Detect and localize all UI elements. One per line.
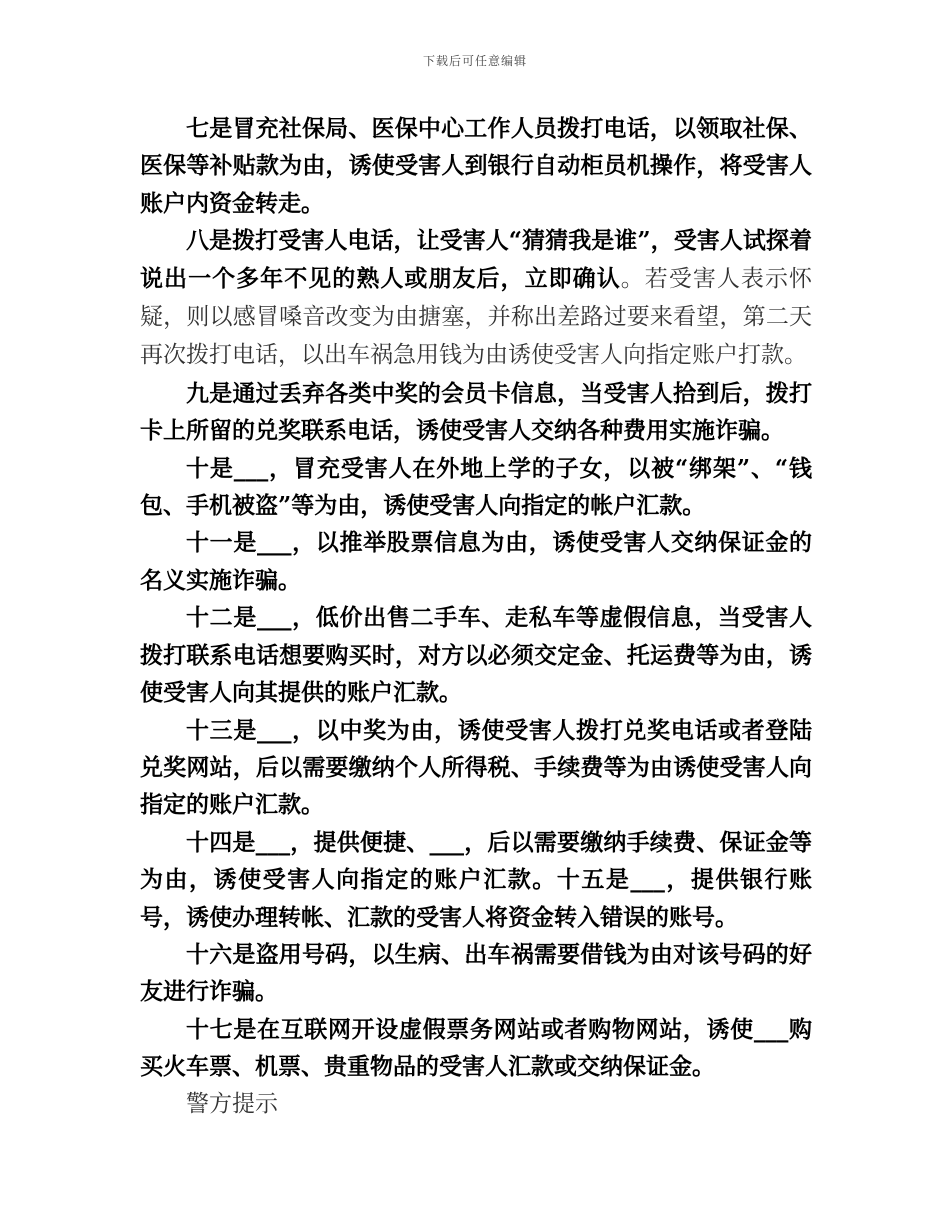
paragraph-item-11: 十一是___，以推举股票信息为由，诱使受害人交纳保证金的名义实施诈骗。: [140, 529, 812, 594]
page-header-note: 下载后可任意编辑: [422, 54, 527, 68]
paragraph-item-9: 九是通过丢弃各类中奖的会员卡信息，当受害人拾到后，拨打卡上所留的兑奖联系电话，诱使受害人交纳各种费用实施诈骗。: [140, 379, 812, 445]
paragraph-item-7: 七是冒充社保局、医保中心工作人员拨打电话，以领取社保、医保等补贴款为由，诱使受害人到银行自动柜员机操作，将受害人账户内资金转走。: [140, 115, 812, 217]
document-body: [140, 110, 812, 1123]
paragraph-item-16: 十六是盗用号码，以生病、出车祸需要借钱为由对该号码的好友进行诈骗。: [140, 940, 812, 1006]
paragraph-item-10: 十是___，冒充受害人在外地上学的子女，以被“绑架”、“钱包、手机被盗”等为由，诱使受害人向指定的帐户汇款。: [140, 454, 812, 520]
paragraph-item-13: 十三是___，以中奖为由，诱使受害人拨打兑奖电话或者登陆兑奖网站，后以需要缴纳个人所得税、手续费等为由诱使受害人向指定的账户汇款。: [140, 716, 812, 819]
paragraph-item-17: 十七是在互联网开设虚假票务网站或者购物网站，诱使___购买火车票、机票、贵重物品的受害人汇款或交纳保证金。: [140, 1015, 812, 1081]
paragraph-8-bold-part: 八是拨打受害人电话，让受害人“猜猜我是谁”，受害人试探着说出一个多年不见的熟人或朋友后，立即确认: [140, 227, 812, 292]
paragraph-item-8: [140, 222, 812, 375]
paragraph-item-14: 十四是___，提供便捷、___，后以需要缴纳手续费、保证金等为由，诱使受害人向指定的账户汇款。十五是___，提供银行账号，诱使办理转帐、汇款的受害人将资金转入错误的账号。: [140, 828, 812, 931]
section-heading: 警方提示: [186, 1090, 278, 1117]
paragraph-8-light-part: 。若受害人表示怀疑，则以感冒嗓音改变为由搪塞，并称出差路过要来看望，第二天再次拨打电话，以出车祸急用钱为由诱使受害人向指定账户打款。: [140, 265, 813, 369]
paragraph-item-12: 十二是___，低价出售二手车、走私车等虚假信息，当受害人拨打联系电话想要购买时，对方以必须交定金、托运费等为由，诱使受害人向其提供的账户汇款。: [140, 604, 812, 707]
